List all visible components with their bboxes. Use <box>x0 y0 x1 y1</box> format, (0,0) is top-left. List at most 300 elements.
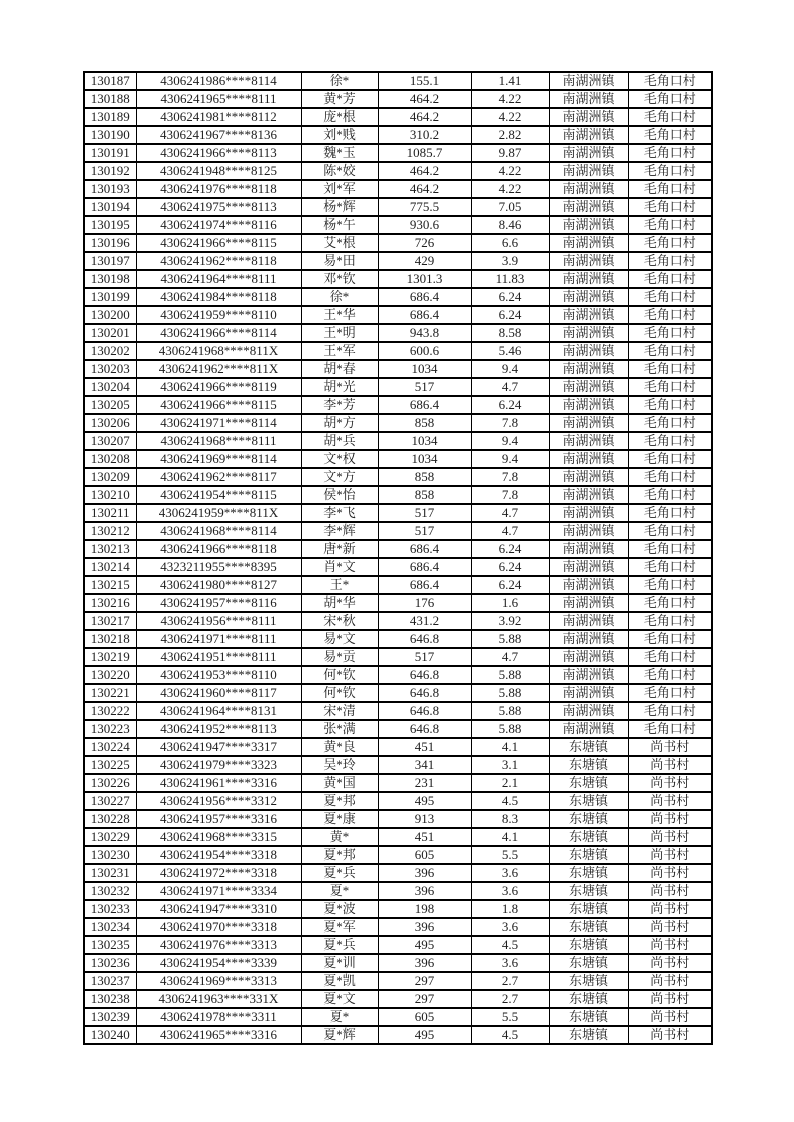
table-row <box>84 342 712 360</box>
cell-value1: 646.8 <box>378 630 471 648</box>
cell-id_number: 4306241962****811X <box>136 360 301 378</box>
cell-value2: 3.6 <box>471 954 549 972</box>
table-row <box>84 846 712 864</box>
table-row <box>84 738 712 756</box>
cell-town: 东塘镇 <box>549 1026 628 1044</box>
cell-value2: 9.87 <box>471 144 549 162</box>
cell-town: 南湖洲镇 <box>549 72 628 90</box>
cell-value2: 5.88 <box>471 720 549 738</box>
cell-value1: 686.4 <box>378 396 471 414</box>
cell-name: 何*钦 <box>301 666 378 684</box>
cell-village: 毛角口村 <box>628 324 712 342</box>
table-row <box>84 198 712 216</box>
cell-id_number: 4306241964****8131 <box>136 702 301 720</box>
cell-id_number: 4306241968****8111 <box>136 432 301 450</box>
cell-town: 东塘镇 <box>549 756 628 774</box>
cell-village: 毛角口村 <box>628 594 712 612</box>
cell-village: 尚书村 <box>628 810 712 828</box>
cell-id_number: 4306241968****811X <box>136 342 301 360</box>
cell-id_number: 4306241986****8114 <box>136 72 301 90</box>
cell-value2: 6.24 <box>471 540 549 558</box>
cell-serial: 130208 <box>84 450 136 468</box>
cell-town: 南湖洲镇 <box>549 126 628 144</box>
cell-value2: 4.1 <box>471 738 549 756</box>
cell-name: 徐* <box>301 72 378 90</box>
cell-village: 毛角口村 <box>628 342 712 360</box>
cell-id_number: 4306241972****3318 <box>136 864 301 882</box>
cell-name: 宋*清 <box>301 702 378 720</box>
cell-value1: 517 <box>378 504 471 522</box>
cell-village: 尚书村 <box>628 828 712 846</box>
table-row <box>84 432 712 450</box>
cell-value1: 1034 <box>378 450 471 468</box>
table-row <box>84 666 712 684</box>
cell-serial: 130237 <box>84 972 136 990</box>
cell-town: 南湖洲镇 <box>549 522 628 540</box>
cell-serial: 130199 <box>84 288 136 306</box>
cell-name: 胡*方 <box>301 414 378 432</box>
cell-name: 王*华 <box>301 306 378 324</box>
cell-value2: 1.6 <box>471 594 549 612</box>
table-row <box>84 810 712 828</box>
cell-serial: 130220 <box>84 666 136 684</box>
cell-serial: 130215 <box>84 576 136 594</box>
cell-town: 南湖洲镇 <box>549 288 628 306</box>
cell-village: 毛角口村 <box>628 234 712 252</box>
cell-serial: 130217 <box>84 612 136 630</box>
cell-serial: 130225 <box>84 756 136 774</box>
cell-serial: 130188 <box>84 90 136 108</box>
cell-value1: 396 <box>378 954 471 972</box>
cell-town: 南湖洲镇 <box>549 324 628 342</box>
cell-serial: 130205 <box>84 396 136 414</box>
table-row <box>84 702 712 720</box>
table-row <box>84 954 712 972</box>
table-row <box>84 108 712 126</box>
cell-value1: 943.8 <box>378 324 471 342</box>
cell-value2: 3.6 <box>471 918 549 936</box>
cell-name: 刘*贱 <box>301 126 378 144</box>
cell-town: 东塘镇 <box>549 882 628 900</box>
cell-id_number: 4306241960****8117 <box>136 684 301 702</box>
cell-value2: 6.24 <box>471 558 549 576</box>
cell-name: 黄*国 <box>301 774 378 792</box>
cell-value1: 310.2 <box>378 126 471 144</box>
table-row <box>84 864 712 882</box>
cell-village: 毛角口村 <box>628 558 712 576</box>
cell-name: 夏*辉 <box>301 1026 378 1044</box>
cell-village: 毛角口村 <box>628 162 712 180</box>
cell-value2: 4.5 <box>471 1026 549 1044</box>
cell-value2: 2.7 <box>471 990 549 1008</box>
cell-value2: 5.88 <box>471 630 549 648</box>
cell-village: 毛角口村 <box>628 648 712 666</box>
table-row <box>84 684 712 702</box>
cell-serial: 130232 <box>84 882 136 900</box>
cell-name: 胡*春 <box>301 360 378 378</box>
cell-town: 东塘镇 <box>549 864 628 882</box>
cell-village: 尚书村 <box>628 1026 712 1044</box>
cell-id_number: 4306241954****8115 <box>136 486 301 504</box>
cell-value2: 4.5 <box>471 792 549 810</box>
cell-id_number: 4306241968****3315 <box>136 828 301 846</box>
cell-town: 东塘镇 <box>549 936 628 954</box>
cell-id_number: 4306241980****8127 <box>136 576 301 594</box>
cell-value1: 646.8 <box>378 684 471 702</box>
table-row <box>84 270 712 288</box>
cell-serial: 130200 <box>84 306 136 324</box>
cell-serial: 130229 <box>84 828 136 846</box>
cell-name: 何*钦 <box>301 684 378 702</box>
cell-value2: 5.46 <box>471 342 549 360</box>
cell-value2: 1.41 <box>471 72 549 90</box>
cell-value2: 6.6 <box>471 234 549 252</box>
cell-town: 南湖洲镇 <box>549 684 628 702</box>
cell-id_number: 4306241966****8113 <box>136 144 301 162</box>
cell-id_number: 4306241976****3313 <box>136 936 301 954</box>
cell-town: 南湖洲镇 <box>549 630 628 648</box>
table-row <box>84 972 712 990</box>
cell-value1: 605 <box>378 1008 471 1026</box>
cell-name: 夏*兵 <box>301 864 378 882</box>
cell-value1: 646.8 <box>378 702 471 720</box>
table-row <box>84 378 712 396</box>
table-row <box>84 774 712 792</box>
cell-town: 南湖洲镇 <box>549 504 628 522</box>
cell-serial: 130197 <box>84 252 136 270</box>
cell-value1: 396 <box>378 882 471 900</box>
cell-id_number: 4306241965****8111 <box>136 90 301 108</box>
cell-id_number: 4306241962****8118 <box>136 252 301 270</box>
cell-id_number: 4306241967****8136 <box>136 126 301 144</box>
cell-value2: 6.24 <box>471 306 549 324</box>
table-row <box>84 648 712 666</box>
cell-id_number: 4306241956****8111 <box>136 612 301 630</box>
table-row <box>84 576 712 594</box>
cell-name: 夏*兵 <box>301 936 378 954</box>
cell-serial: 130206 <box>84 414 136 432</box>
table-row <box>84 234 712 252</box>
cell-value1: 858 <box>378 414 471 432</box>
cell-village: 尚书村 <box>628 918 712 936</box>
cell-name: 易*文 <box>301 630 378 648</box>
cell-name: 邓*钦 <box>301 270 378 288</box>
cell-name: 徐* <box>301 288 378 306</box>
cell-serial: 130213 <box>84 540 136 558</box>
cell-town: 南湖洲镇 <box>549 180 628 198</box>
cell-id_number: 4306241981****8112 <box>136 108 301 126</box>
cell-town: 南湖洲镇 <box>549 612 628 630</box>
cell-serial: 130239 <box>84 1008 136 1026</box>
cell-village: 尚书村 <box>628 774 712 792</box>
cell-name: 李*飞 <box>301 504 378 522</box>
cell-value2: 5.5 <box>471 1008 549 1026</box>
cell-id_number: 4306241966****8115 <box>136 396 301 414</box>
cell-village: 毛角口村 <box>628 90 712 108</box>
table-row <box>84 1008 712 1026</box>
cell-value2: 4.22 <box>471 180 549 198</box>
cell-town: 南湖洲镇 <box>549 414 628 432</box>
cell-id_number: 4306241957****8116 <box>136 594 301 612</box>
cell-value1: 1034 <box>378 432 471 450</box>
cell-town: 东塘镇 <box>549 990 628 1008</box>
cell-name: 易*田 <box>301 252 378 270</box>
cell-value1: 686.4 <box>378 306 471 324</box>
table-row <box>84 90 712 108</box>
cell-name: 李*芳 <box>301 396 378 414</box>
cell-id_number: 4306241984****8118 <box>136 288 301 306</box>
cell-value2: 3.92 <box>471 612 549 630</box>
table-row <box>84 630 712 648</box>
cell-value2: 11.83 <box>471 270 549 288</box>
cell-name: 吴*玲 <box>301 756 378 774</box>
cell-town: 南湖洲镇 <box>549 666 628 684</box>
cell-id_number: 4306241971****3334 <box>136 882 301 900</box>
cell-serial: 130189 <box>84 108 136 126</box>
cell-village: 毛角口村 <box>628 144 712 162</box>
cell-value1: 686.4 <box>378 288 471 306</box>
cell-village: 尚书村 <box>628 1008 712 1026</box>
cell-value1: 646.8 <box>378 666 471 684</box>
cell-value1: 726 <box>378 234 471 252</box>
cell-value1: 198 <box>378 900 471 918</box>
cell-name: 侯*怡 <box>301 486 378 504</box>
cell-value1: 396 <box>378 864 471 882</box>
table-body <box>84 72 712 1044</box>
cell-value2: 7.8 <box>471 486 549 504</box>
cell-value1: 686.4 <box>378 540 471 558</box>
cell-town: 东塘镇 <box>549 792 628 810</box>
cell-serial: 130193 <box>84 180 136 198</box>
cell-serial: 130234 <box>84 918 136 936</box>
cell-id_number: 4306241956****3312 <box>136 792 301 810</box>
cell-town: 南湖洲镇 <box>549 594 628 612</box>
cell-id_number: 4306241978****3311 <box>136 1008 301 1026</box>
cell-serial: 130227 <box>84 792 136 810</box>
cell-id_number: 4306241969****8114 <box>136 450 301 468</box>
table-row <box>84 882 712 900</box>
cell-serial: 130240 <box>84 1026 136 1044</box>
cell-name: 夏* <box>301 882 378 900</box>
cell-name: 夏*凯 <box>301 972 378 990</box>
cell-value1: 176 <box>378 594 471 612</box>
cell-value1: 858 <box>378 486 471 504</box>
cell-serial: 130231 <box>84 864 136 882</box>
cell-value2: 8.3 <box>471 810 549 828</box>
cell-serial: 130223 <box>84 720 136 738</box>
table-row <box>84 558 712 576</box>
cell-name: 夏* <box>301 1008 378 1026</box>
table-row <box>84 828 712 846</box>
cell-town: 东塘镇 <box>549 972 628 990</box>
cell-value2: 5.88 <box>471 702 549 720</box>
cell-town: 南湖洲镇 <box>549 540 628 558</box>
cell-village: 尚书村 <box>628 936 712 954</box>
cell-village: 毛角口村 <box>628 216 712 234</box>
cell-value1: 231 <box>378 774 471 792</box>
cell-town: 南湖洲镇 <box>549 342 628 360</box>
cell-name: 刘*军 <box>301 180 378 198</box>
cell-id_number: 4306241968****8114 <box>136 522 301 540</box>
cell-value1: 517 <box>378 378 471 396</box>
cell-town: 南湖洲镇 <box>549 360 628 378</box>
cell-value1: 495 <box>378 1026 471 1044</box>
cell-name: 夏*邦 <box>301 792 378 810</box>
table-row <box>84 918 712 936</box>
cell-name: 夏*康 <box>301 810 378 828</box>
cell-name: 王*军 <box>301 342 378 360</box>
cell-town: 东塘镇 <box>549 1008 628 1026</box>
cell-value2: 1.8 <box>471 900 549 918</box>
cell-serial: 130218 <box>84 630 136 648</box>
cell-town: 东塘镇 <box>549 810 628 828</box>
cell-village: 尚书村 <box>628 990 712 1008</box>
cell-village: 尚书村 <box>628 954 712 972</box>
cell-village: 尚书村 <box>628 882 712 900</box>
cell-village: 毛角口村 <box>628 504 712 522</box>
cell-serial: 130230 <box>84 846 136 864</box>
cell-value2: 2.7 <box>471 972 549 990</box>
cell-value2: 6.24 <box>471 288 549 306</box>
cell-value2: 4.7 <box>471 378 549 396</box>
cell-name: 胡*兵 <box>301 432 378 450</box>
cell-value2: 3.1 <box>471 756 549 774</box>
cell-value2: 3.9 <box>471 252 549 270</box>
cell-town: 东塘镇 <box>549 828 628 846</box>
cell-village: 毛角口村 <box>628 486 712 504</box>
cell-village: 尚书村 <box>628 846 712 864</box>
table-row <box>84 72 712 90</box>
cell-serial: 130204 <box>84 378 136 396</box>
cell-value1: 600.6 <box>378 342 471 360</box>
cell-serial: 130226 <box>84 774 136 792</box>
cell-serial: 130191 <box>84 144 136 162</box>
cell-value2: 7.05 <box>471 198 549 216</box>
cell-id_number: 4306241963****331X <box>136 990 301 1008</box>
cell-town: 东塘镇 <box>549 900 628 918</box>
cell-town: 南湖洲镇 <box>549 576 628 594</box>
cell-name: 文*权 <box>301 450 378 468</box>
cell-name: 宋*秋 <box>301 612 378 630</box>
cell-id_number: 4306241974****8116 <box>136 216 301 234</box>
cell-value2: 8.58 <box>471 324 549 342</box>
cell-value1: 297 <box>378 990 471 1008</box>
cell-town: 南湖洲镇 <box>549 558 628 576</box>
cell-serial: 130194 <box>84 198 136 216</box>
cell-name: 黄* <box>301 828 378 846</box>
cell-town: 南湖洲镇 <box>549 378 628 396</box>
cell-serial: 130195 <box>84 216 136 234</box>
cell-value1: 517 <box>378 648 471 666</box>
cell-id_number: 4306241947****3317 <box>136 738 301 756</box>
cell-serial: 130187 <box>84 72 136 90</box>
cell-name: 李*辉 <box>301 522 378 540</box>
cell-name: 夏*波 <box>301 900 378 918</box>
cell-id_number: 4306241959****8110 <box>136 306 301 324</box>
table-row <box>84 306 712 324</box>
cell-village: 毛角口村 <box>628 252 712 270</box>
cell-value2: 4.22 <box>471 90 549 108</box>
cell-value1: 1034 <box>378 360 471 378</box>
cell-town: 东塘镇 <box>549 774 628 792</box>
cell-value1: 396 <box>378 918 471 936</box>
table-row <box>84 990 712 1008</box>
table-row <box>84 900 712 918</box>
cell-serial: 130202 <box>84 342 136 360</box>
cell-value2: 9.4 <box>471 432 549 450</box>
cell-value2: 7.8 <box>471 468 549 486</box>
cell-name: 夏*军 <box>301 918 378 936</box>
cell-value2: 5.88 <box>471 666 549 684</box>
cell-id_number: 4306241962****8117 <box>136 468 301 486</box>
table-row <box>84 792 712 810</box>
table-row <box>84 936 712 954</box>
cell-value1: 775.5 <box>378 198 471 216</box>
cell-serial: 130198 <box>84 270 136 288</box>
cell-id_number: 4306241976****8118 <box>136 180 301 198</box>
cell-village: 尚书村 <box>628 792 712 810</box>
cell-id_number: 4306241953****8110 <box>136 666 301 684</box>
cell-town: 南湖洲镇 <box>549 468 628 486</box>
cell-village: 毛角口村 <box>628 414 712 432</box>
cell-village: 尚书村 <box>628 900 712 918</box>
table-row <box>84 504 712 522</box>
cell-id_number: 4306241966****8115 <box>136 234 301 252</box>
table-row <box>84 720 712 738</box>
cell-id_number: 4306241959****811X <box>136 504 301 522</box>
cell-id_number: 4306241957****3316 <box>136 810 301 828</box>
cell-town: 东塘镇 <box>549 738 628 756</box>
cell-value1: 646.8 <box>378 720 471 738</box>
cell-village: 毛角口村 <box>628 540 712 558</box>
cell-village: 毛角口村 <box>628 126 712 144</box>
cell-value2: 7.8 <box>471 414 549 432</box>
cell-serial: 130222 <box>84 702 136 720</box>
cell-serial: 130196 <box>84 234 136 252</box>
cell-serial: 130192 <box>84 162 136 180</box>
cell-town: 东塘镇 <box>549 846 628 864</box>
cell-village: 毛角口村 <box>628 432 712 450</box>
cell-name: 夏*训 <box>301 954 378 972</box>
cell-value1: 686.4 <box>378 558 471 576</box>
cell-village: 毛角口村 <box>628 522 712 540</box>
cell-village: 毛角口村 <box>628 72 712 90</box>
cell-village: 毛角口村 <box>628 468 712 486</box>
cell-serial: 130207 <box>84 432 136 450</box>
cell-village: 毛角口村 <box>628 108 712 126</box>
cell-id_number: 4323211955****8395 <box>136 558 301 576</box>
cell-value2: 5.5 <box>471 846 549 864</box>
cell-id_number: 4306241970****3318 <box>136 918 301 936</box>
cell-name: 庞*根 <box>301 108 378 126</box>
cell-village: 毛角口村 <box>628 198 712 216</box>
cell-serial: 130235 <box>84 936 136 954</box>
cell-value2: 2.1 <box>471 774 549 792</box>
cell-serial: 130236 <box>84 954 136 972</box>
cell-serial: 130203 <box>84 360 136 378</box>
table-row <box>84 486 712 504</box>
cell-value2: 8.46 <box>471 216 549 234</box>
cell-value2: 3.6 <box>471 882 549 900</box>
cell-town: 南湖洲镇 <box>549 306 628 324</box>
table-row <box>84 252 712 270</box>
cell-value1: 495 <box>378 936 471 954</box>
cell-village: 尚书村 <box>628 972 712 990</box>
table-row <box>84 162 712 180</box>
cell-town: 东塘镇 <box>549 918 628 936</box>
cell-name: 艾*根 <box>301 234 378 252</box>
cell-serial: 130238 <box>84 990 136 1008</box>
